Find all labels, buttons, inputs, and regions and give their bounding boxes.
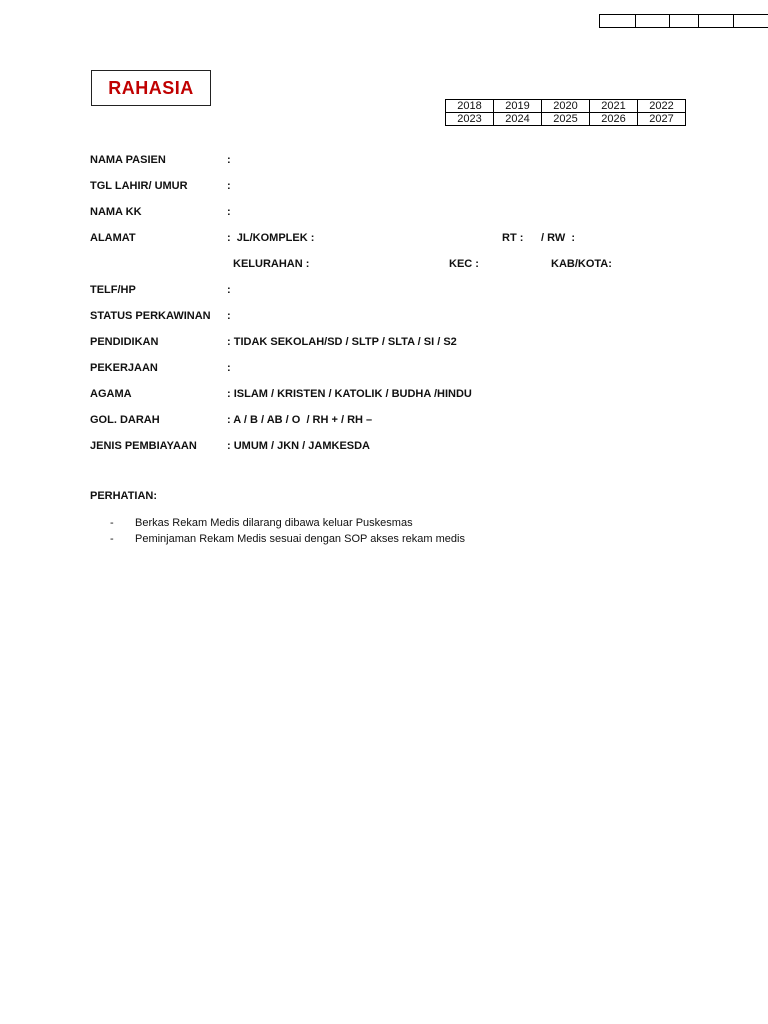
field-value[interactable]: : TIDAK SEKOLAH/SD / SLTP / SLTA / SI / S2 — [227, 336, 457, 348]
note-text: Peminjaman Rekam Medis sesuai dengan SOP akses rekam medis — [135, 533, 465, 545]
field-kab-kota[interactable]: KAB/KOTA: — [551, 258, 612, 270]
field-value[interactable]: : A / B / AB / O / RH + / RH – — [227, 414, 373, 426]
record-number-boxes — [600, 14, 768, 28]
field-value[interactable]: : — [227, 284, 231, 296]
field-alamat-detail — [90, 254, 730, 280]
patient-form — [90, 150, 730, 462]
stamp-label: RAHASIA — [108, 77, 194, 98]
field-label: NAMA PASIEN — [90, 154, 166, 166]
year-cell[interactable]: 2025 — [542, 113, 590, 126]
field-rt[interactable]: RT : — [502, 232, 524, 244]
perhatian-title: PERHATIAN: — [90, 490, 158, 502]
confidential-stamp — [91, 70, 211, 106]
year-cell[interactable]: 2024 — [494, 113, 542, 126]
field-label: PENDIDIKAN — [90, 336, 159, 348]
field-value[interactable]: : ISLAM / KRISTEN / KATOLIK / BUDHA /HINDU — [227, 388, 472, 400]
field-value-jl-komplek[interactable]: : JL/KOMPLEK : — [227, 232, 315, 244]
field-nama-kk — [90, 202, 730, 228]
field-jenis-pembiayaan — [90, 436, 730, 462]
field-label: PEKERJAAN — [90, 362, 158, 374]
bullet-dash: - — [110, 533, 114, 545]
field-value[interactable]: : — [227, 206, 231, 218]
field-tgl-lahir — [90, 176, 730, 202]
field-status-perkawinan — [90, 306, 730, 332]
record-number-box[interactable] — [733, 14, 768, 28]
field-telf — [90, 280, 730, 306]
field-gol-darah — [90, 410, 730, 436]
field-label: NAMA KK — [90, 206, 142, 218]
field-agama — [90, 384, 730, 410]
field-pendidikan — [90, 332, 730, 358]
field-pekerjaan — [90, 358, 730, 384]
field-rw[interactable]: / RW : — [541, 232, 576, 244]
year-cell[interactable]: 2019 — [494, 100, 542, 113]
year-cell[interactable]: 2023 — [446, 113, 494, 126]
field-nama-pasien — [90, 150, 730, 176]
year-row — [446, 113, 686, 126]
record-number-box[interactable] — [669, 14, 699, 28]
field-kec[interactable]: KEC : — [449, 258, 479, 270]
year-cell[interactable]: 2027 — [638, 113, 686, 126]
year-cell[interactable]: 2020 — [542, 100, 590, 113]
field-value[interactable]: : — [227, 154, 231, 166]
field-label: TGL LAHIR/ UMUR — [90, 180, 188, 192]
record-number-box[interactable] — [599, 14, 636, 28]
field-value[interactable]: : — [227, 180, 231, 192]
record-number-box[interactable] — [635, 14, 670, 28]
note-text: Berkas Rekam Medis dilarang dibawa keluar Puskesmas — [135, 517, 413, 529]
field-label: STATUS PERKAWINAN — [90, 310, 211, 322]
year-row — [446, 100, 686, 113]
field-alamat — [90, 228, 730, 254]
field-kelurahan[interactable]: KELURAHAN : — [233, 258, 310, 270]
year-cell[interactable]: 2022 — [638, 100, 686, 113]
year-cell[interactable]: 2021 — [590, 100, 638, 113]
year-cell[interactable]: 2018 — [446, 100, 494, 113]
field-label: JENIS PEMBIAYAAN — [90, 440, 197, 452]
field-value[interactable]: : — [227, 310, 231, 322]
bullet-dash: - — [110, 517, 114, 529]
field-label: GOL. DARAH — [90, 414, 160, 426]
field-value[interactable]: : UMUM / JKN / JAMKESDA — [227, 440, 371, 452]
field-label: ALAMAT — [90, 232, 136, 244]
record-number-box[interactable] — [698, 14, 734, 28]
field-value[interactable]: : — [227, 362, 231, 374]
field-label: AGAMA — [90, 388, 132, 400]
year-table — [445, 99, 686, 126]
field-label: TELF/HP — [90, 284, 136, 296]
year-cell[interactable]: 2026 — [590, 113, 638, 126]
